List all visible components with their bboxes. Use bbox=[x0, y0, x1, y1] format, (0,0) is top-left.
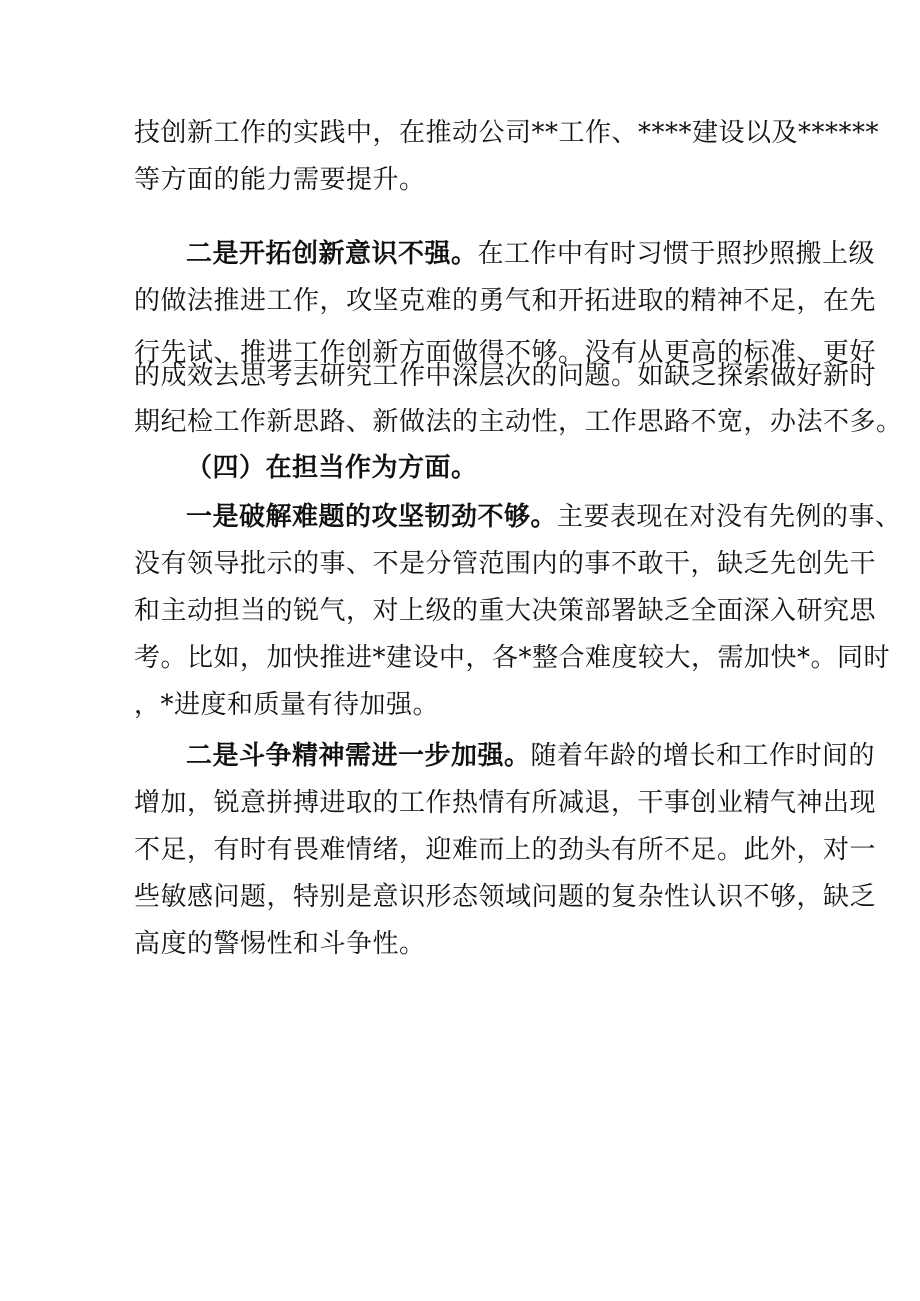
line-text: 考。比如，加快推进*建设中，各*整合难度较大，需加快*。同时 bbox=[134, 643, 891, 673]
body-line bbox=[134, 638, 890, 678]
line-text: 的成效去思考去研究工作中深层次的问题。如缺乏探索做好新时 bbox=[134, 361, 877, 391]
body-line bbox=[134, 356, 876, 396]
section-title: （四）在担当作为方面。 bbox=[186, 453, 478, 483]
line-text: 技创新工作的实践中，在推动公司**工作、****建设以及****** bbox=[134, 118, 880, 148]
line-text: 没有领导批示的事、不是分管范围内的事不敢干，缺乏先创先干 bbox=[134, 549, 877, 579]
section-heading bbox=[186, 448, 478, 488]
body-line bbox=[134, 402, 903, 442]
paragraph-heading: 二是开拓创新意识不强。 bbox=[186, 239, 478, 269]
line-text: 些敏感问题，特别是意识形态领域问题的复杂性认识不够，缺乏 bbox=[134, 882, 877, 912]
line-text: 主要表现在对没有先例的事、 bbox=[557, 502, 902, 532]
line-text: 在工作中有时习惯于照抄照搬上级 bbox=[477, 239, 876, 269]
body-line bbox=[134, 591, 876, 631]
line-text: ，*进度和质量有待加强。 bbox=[134, 690, 440, 720]
body-line bbox=[134, 113, 879, 153]
paragraph-heading: 二是斗争精神需进一步加强。 bbox=[186, 741, 531, 771]
line-text: 高度的警惕性和斗争性。 bbox=[134, 929, 426, 959]
body-line bbox=[134, 783, 876, 823]
line-text: 的做法推进工作，攻坚克难的勇气和开拓进取的精神不足，在先 bbox=[134, 286, 877, 316]
body-line bbox=[134, 544, 876, 584]
paragraph-start bbox=[186, 497, 902, 537]
body-line bbox=[134, 877, 876, 917]
line-text: 期纪检工作新思路、新做法的主动性，工作思路不宽，办法不多。 bbox=[134, 407, 903, 437]
line-text: 增加，锐意拼搏进取的工作热情有所减退，干事创业精气神出现 bbox=[134, 788, 877, 818]
line-text: 不足，有时有畏难情绪，迎难而上的劲头有所不足。此外，对一 bbox=[134, 835, 877, 865]
body-line bbox=[134, 685, 439, 725]
paragraph-heading: 一是破解难题的攻坚韧劲不够。 bbox=[186, 502, 558, 532]
body-line bbox=[134, 924, 426, 964]
line-text: 行先试、推进工作创新方面做得不够。没有从更高的标准、更好 bbox=[134, 338, 877, 368]
paragraph-start bbox=[186, 736, 875, 776]
line-text: 随着年龄的增长和工作时间的 bbox=[530, 741, 876, 771]
line-text: 等方面的能力需要提升。 bbox=[134, 165, 426, 195]
body-line bbox=[134, 160, 426, 200]
line-text: 和主动担当的锐气，对上级的重大决策部署缺乏全面深入研究思 bbox=[134, 596, 877, 626]
body-line bbox=[134, 830, 876, 870]
paragraph-start bbox=[186, 234, 875, 274]
body-line bbox=[134, 281, 876, 321]
